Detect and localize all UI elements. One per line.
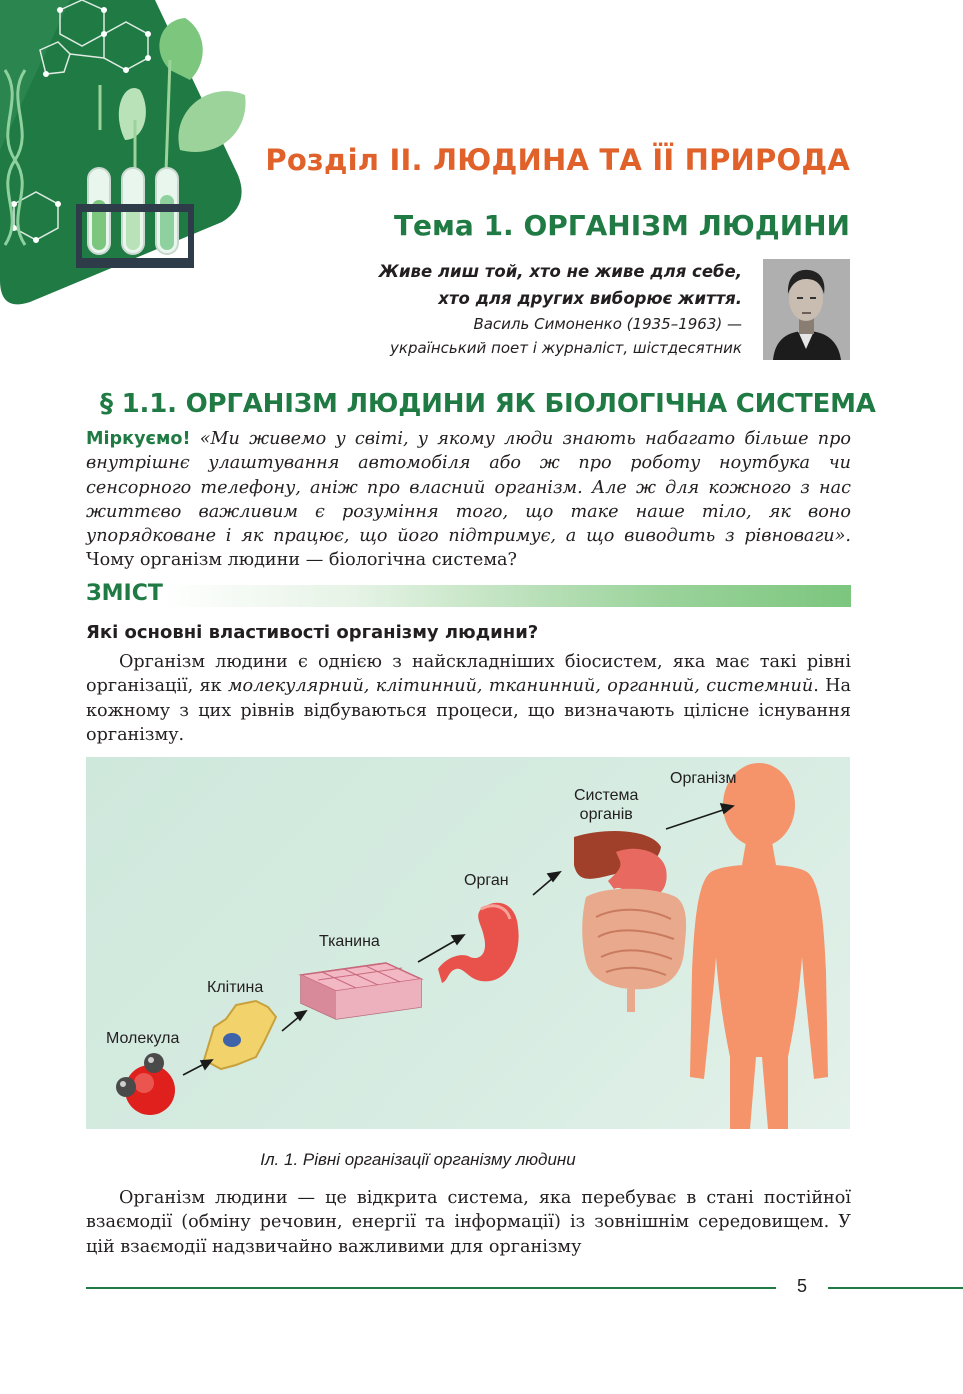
think-paragraph xyxy=(86,427,851,573)
label-organ-system-line-2: органів xyxy=(579,806,633,823)
figure-caption: Іл. 1. Рівні організації організму людини xyxy=(260,1150,576,1169)
label-organ-system xyxy=(574,786,638,824)
organism-silhouette xyxy=(690,763,828,1129)
think-label: Міркуємо! xyxy=(86,429,191,449)
label-cell: Клітина xyxy=(207,979,264,996)
label-tissue: Тканина xyxy=(319,933,380,950)
epigraph-author-description: український поет і журналіст, шістдесятник xyxy=(390,339,742,357)
organization-levels-figure xyxy=(86,757,850,1129)
organ-system-image xyxy=(574,831,686,1012)
think-quote: «Ми живемо у світі, у якому люди знають набагато більше про внутрішнє улаштування автомобіля або ж про роботу ноутбука чи сенсорного телефону, аніж про власний організм. Але ж для кожного з нас життєво важливим є розуміння того, що таке наше тіло, як воно упорядковане і як працює, що його підтримує, а що виводить з рівноваги». xyxy=(86,429,851,547)
paragraph-open-system: Організм людини — це відкрита система, яка перебуває в стані постійної взаємодії (обміну речовин, енергії та інформації) із зовнішнім середовищем. У цій взаємодії надзвичайно важливими для організму xyxy=(86,1188,851,1257)
epigraph-author: Василь Симоненко (1935–1963) — xyxy=(473,315,742,333)
epigraph-line-2: хто для других виборює життя. xyxy=(438,289,742,308)
chapter-title: Розділ ІІ. ЛЮДИНА ТА ЇЇ ПРИРОДА xyxy=(265,143,850,177)
topic-title: Тема 1. ОРГАНІЗМ ЛЮДИНИ xyxy=(393,209,850,242)
cell-image xyxy=(204,1001,276,1069)
question-heading: Які основні властивості організму людини? xyxy=(86,622,539,643)
content-heading: ЗМІСТ xyxy=(86,581,163,606)
paragraph1-end: . На кожному з цих рівнів відбуваються процеси, що визначають цілісне існування організму. xyxy=(86,676,851,745)
label-organ-system-line-1: Система xyxy=(574,787,639,804)
label-organ: Орган xyxy=(464,872,509,889)
page-number: 5 xyxy=(796,1276,807,1296)
section-title: § 1.1. ОРГАНІЗМ ЛЮДИНИ ЯК БІОЛОГІЧНА СИСТЕМА xyxy=(100,389,876,419)
label-organism: Організм xyxy=(670,770,737,787)
tissue-image xyxy=(301,963,421,1019)
author-portrait xyxy=(763,259,850,360)
molecule-image xyxy=(116,1053,175,1115)
corner-illustration xyxy=(0,0,300,310)
think-question: Чому організм людини — біологічна система? xyxy=(86,550,517,571)
footer-rule-right xyxy=(828,1287,963,1289)
paragraph1-levels: молекулярний, клітинний, тканинний, органний, системний xyxy=(227,676,814,697)
content-heading-bar xyxy=(86,585,851,607)
epigraph xyxy=(379,258,742,360)
epigraph-line-1: Живе лиш той, хто не живе для себе, xyxy=(378,262,742,281)
footer-rule-left xyxy=(86,1287,776,1289)
paragraph1-start: Організм людини є однією з найскладніших біосистем, яка має такі рівні організації, як xyxy=(86,652,851,697)
paragraph-organization-levels xyxy=(86,650,851,747)
label-molecule: Молекула xyxy=(106,1030,180,1047)
